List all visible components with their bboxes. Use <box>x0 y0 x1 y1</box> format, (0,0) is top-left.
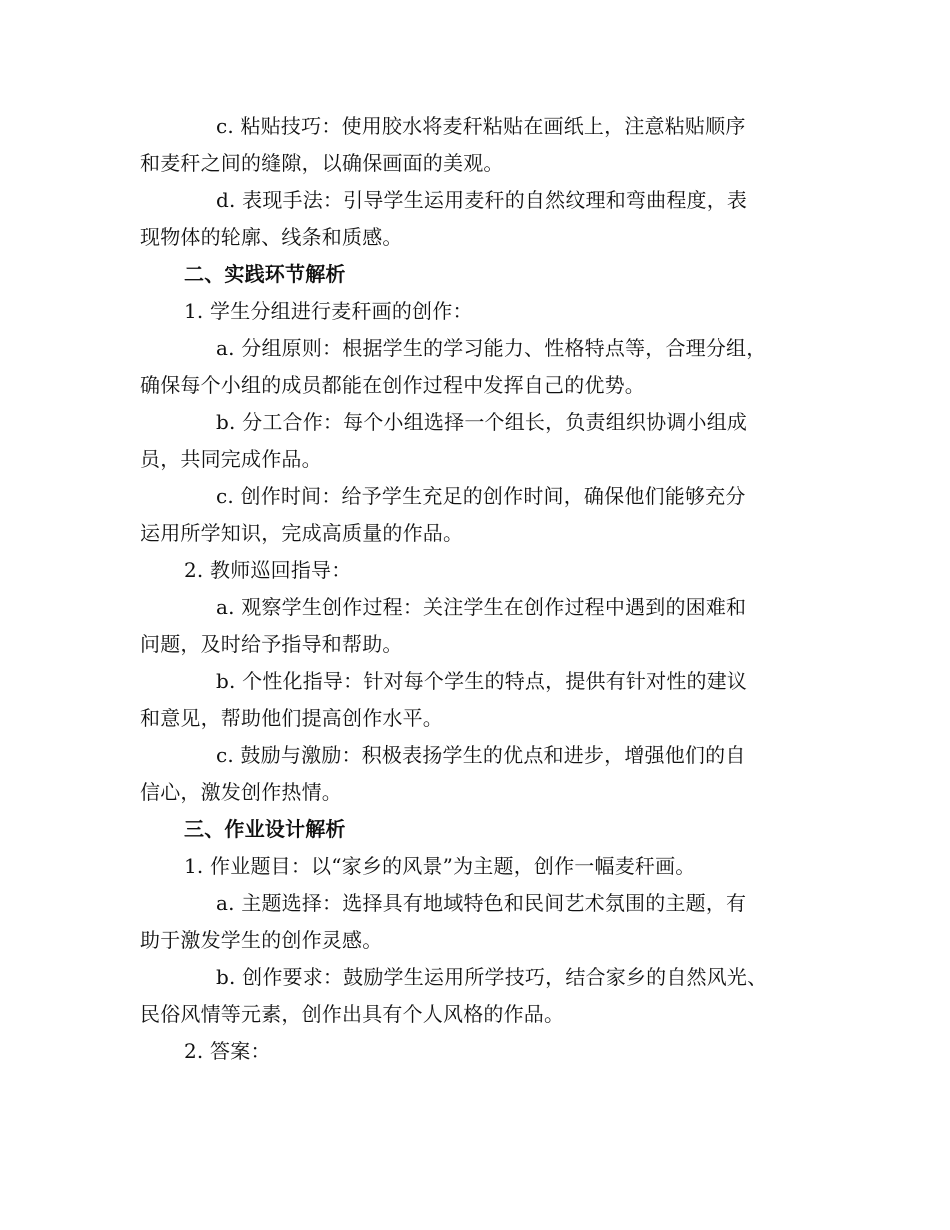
list-subitem: a. 分组原则：根据学生的学习能力、性格特点等，合理分组， <box>216 336 767 360</box>
paragraph-line: 民俗风情等元素，创作出具有个人风格的作品。 <box>140 1002 565 1026</box>
list-subitem: c. 粘贴技巧：使用胶水将麦秆粘贴在画纸上，注意粘贴顺序 <box>216 114 746 138</box>
list-subitem: b. 创作要求：鼓励学生运用所学技巧，结合家乡的自然风光、 <box>216 965 768 989</box>
section-heading: 二、实践环节解析 <box>184 262 346 286</box>
paragraph-line: 员，共同完成作品。 <box>140 447 322 471</box>
paragraph-line: 运用所学知识，完成高质量的作品。 <box>140 521 464 545</box>
list-subitem: d. 表现手法：引导学生运用麦秆的自然纹理和弯曲程度，表 <box>216 188 748 212</box>
paragraph-line: 现物体的轮廓、线条和质感。 <box>140 225 403 249</box>
paragraph-line: 和麦秆之间的缝隙，以确保画面的美观。 <box>140 151 504 175</box>
paragraph-line: 助于激发学生的创作灵感。 <box>140 928 383 952</box>
list-item: 1. 学生分组进行麦秆画的创作： <box>184 299 473 323</box>
list-subitem: c. 鼓励与激励：积极表扬学生的优点和进步，增强他们的自 <box>216 743 746 767</box>
paragraph-line: 和意见，帮助他们提高创作水平。 <box>140 706 443 730</box>
document-body <box>140 108 810 1070</box>
list-item: 1. 作业题目：以“家乡的风景”为主题，创作一幅麦秆画。 <box>184 854 696 878</box>
paragraph-line: 问题，及时给予指导和帮助。 <box>140 632 403 656</box>
section-heading: 三、作业设计解析 <box>184 817 346 841</box>
list-subitem: a. 主题选择：选择具有地域特色和民间艺术氛围的主题，有 <box>216 891 747 915</box>
paragraph-line: 信心，激发创作热情。 <box>140 780 342 804</box>
list-subitem: b. 个性化指导：针对每个学生的特点，提供有针对性的建议 <box>216 669 748 693</box>
list-subitem: a. 观察学生创作过程：关注学生在创作过程中遇到的困难和 <box>216 595 747 619</box>
list-subitem: b. 分工合作：每个小组选择一个组长，负责组织协调小组成 <box>216 410 748 434</box>
list-subitem: c. 创作时间：给予学生充足的创作时间，确保他们能够充分 <box>216 484 746 508</box>
paragraph-line: 确保每个小组的成员都能在创作过程中发挥自己的优势。 <box>140 373 645 397</box>
list-item: 2. 教师巡回指导： <box>184 558 352 582</box>
list-item: 2. 答案： <box>184 1039 271 1063</box>
